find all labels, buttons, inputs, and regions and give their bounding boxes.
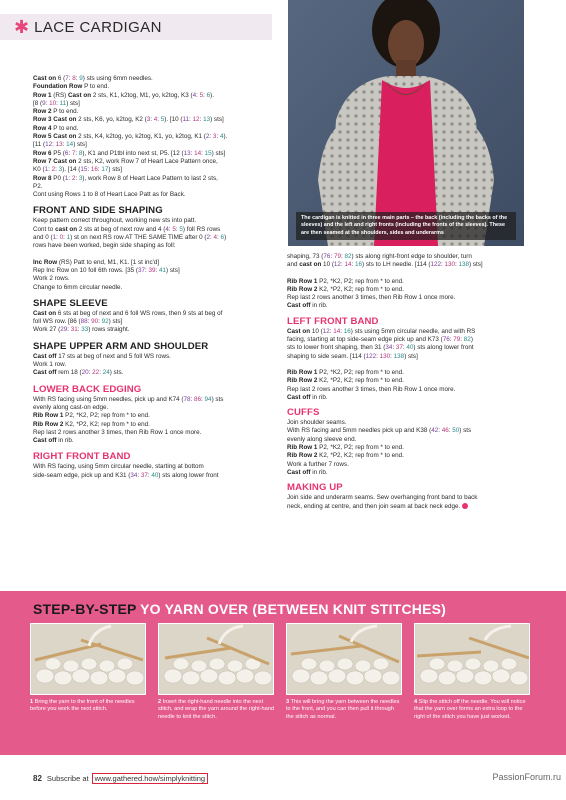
pattern-line: Cast off in rib. (287, 302, 328, 310)
knitting-needles-illustration (159, 624, 274, 695)
end-mark-icon (462, 503, 468, 509)
pattern-line: Rib Row 2 K2, *P2, K2; rep from * to end. (287, 285, 404, 293)
pattern-line: Row 7 Cast on 2 sts, K2, work Row 7 of Heart Lace Pattern once, (33, 157, 218, 165)
photo-caption: The cardigan is knitted in three main parts – the back (including the backs of the sleeves) and the left and right fronts (including the fronts of the sleeves). These are then seamed at the shoulders, sides and underarms (296, 212, 516, 240)
pattern-line: and cast on 10 (12: 14: 16) sts to LH needle. [114 (122: 130: 138) sts] (287, 261, 483, 269)
pattern-line: Work 27 (29: 31: 33) rows straight. (33, 326, 130, 334)
model-photo (288, 0, 524, 246)
pattern-line: Cont to cast on 2 sts at beg of next row and 4 (4: 5: 5) foll RS rows (33, 225, 221, 233)
pattern-line: rows have been worked, begin side shaping as foll: (33, 242, 176, 250)
pattern-line: Foundation Row P to end. (33, 83, 110, 91)
pattern-line: Cast off in rib. (287, 393, 328, 401)
pattern-line: Join shoulder seams. (287, 419, 347, 427)
pattern-line: Row 8 P0 (1: 2: 3), work Row 8 of Heart Lace Pattern to last 2 sts, (33, 174, 218, 182)
step-item (158, 623, 274, 721)
pattern-line: Rib Row 1 P2, *K2, P2; rep from * to end. (287, 368, 404, 376)
pattern-line: Change to 6mm circular needle. (33, 283, 123, 291)
step-photo (414, 623, 530, 695)
pattern-line: Join side and underarm seams. Sew overhanging front band to back (287, 494, 478, 502)
right-column (287, 253, 525, 511)
pattern-line: Rep last 2 rows another 3 times, then Rib Row 1 once more. (287, 294, 456, 302)
pattern-line: Rep last 2 rows another 3 times, then Rib Row 1 once more. (33, 428, 202, 436)
pattern-line: [8 (9: 10: 11) sts] (33, 99, 80, 107)
pattern-line: Row 1 (RS) Cast on 2 sts, K1, k2tog, M1, yo, k2tog, K3 (4: 5: 6). (33, 91, 214, 99)
step-item (30, 623, 146, 714)
pattern-line: Cast on 10 (12: 14: 16) sts using 5mm circular needle, and with RS (287, 327, 476, 335)
pattern-line: Cast off rem 18 (20: 22: 24) sts. (33, 369, 124, 377)
pattern-line: Rib Row 1 P2, *K2, P2; rep from * to end. (33, 412, 150, 420)
pattern-line: Work 1 row. (33, 361, 67, 369)
pattern-line: Rib Row 1 P2, *K2, P2; rep from * to end. (287, 277, 404, 285)
step-list (30, 623, 540, 751)
pattern-line: Cast off in rib. (33, 437, 74, 445)
section-heading: SHAPE UPPER ARM AND SHOULDER (33, 340, 209, 352)
pattern-line: foll WS row. [86 (88: 90: 92) sts] (33, 318, 123, 326)
pattern-line: Rib Row 2 K2, *P2, K2; rep from * to end. (287, 377, 404, 385)
pattern-line: [11 (12: 13: 14) sts] (33, 141, 87, 149)
step-text: 2 Insert the right-hand needle into the next stitch, and wrap the yarn around the right-hand needle to knit the stitch. (158, 699, 274, 720)
pattern-line: side-seam edge, pick up and K31 (34: 37: 40) sts along lower front (33, 471, 219, 479)
pattern-line: P2. (33, 182, 43, 190)
section-heading: LEFT FRONT BAND (287, 315, 379, 327)
pattern-line: shaping, 73 (76: 79: 82) sts along right-front edge to shoulder, turn (287, 253, 472, 260)
watermark: PassionForum.ru (492, 772, 561, 782)
knitting-needles-illustration (31, 624, 146, 695)
pattern-line: With RS facing using 5mm needles, pick up and K74 (78: 86: 94) sts (33, 395, 224, 403)
section-heading: FRONT AND SIDE SHAPING (33, 205, 163, 217)
pattern-line: Cont using Rows 1 to 8 of Heart Lace Patt as for Back. (33, 191, 186, 199)
section-heading: LOWER BACK EDGING (33, 383, 142, 395)
pattern-line: Cast on 6 sts at beg of next and 6 foll WS rows, then 9 sts at beg of (33, 309, 223, 317)
pattern-line: shaping to side seam. [114 (122: 130: 138) sts] (287, 352, 418, 360)
section-header (0, 14, 272, 40)
step-text: 3 This will bring the yarn between the needles to the front, and you can then pull it through the stitch as normal. (286, 699, 400, 720)
knitting-needles-illustration (415, 624, 530, 695)
pattern-line: Cast off in rib. (287, 468, 328, 476)
pattern-line: Work a further 7 rows. (287, 460, 349, 468)
page-number: 82 (33, 774, 42, 783)
step-photo (30, 623, 146, 695)
pattern-line: Row 6 P5 (6: 7: 8), K1 and P1tbl into next st, P5. [12 (13: 14: 15) sts] (33, 149, 226, 157)
pattern-line: Row 2 P to end. (33, 108, 79, 116)
subscribe-label: Subscribe at (46, 774, 89, 783)
pattern-line: facing, starting at top side-seam edge pick up and K73 (76: 79: 82) (287, 336, 473, 344)
step-by-step-title: STEP-BY-STEP YO YARN OVER (BETWEEN KNIT STITCHES) (33, 601, 447, 617)
step-item (286, 623, 402, 721)
pattern-line: Inc Row (RS) Patt to end, M1, K1. [1 st inc'd] (33, 258, 160, 266)
pattern-line: evenly along cast-on edge. (33, 403, 109, 411)
step-by-step-band (0, 591, 566, 755)
pattern-line: Cast on 6 (7: 8: 9) sts using 6mm needles. (33, 75, 153, 82)
pattern-line: Rep Inc Row on 10 foll 6th rows. [35 (37: 39: 41) sts] (33, 266, 180, 274)
pattern-line: evenly along sleeve end. (287, 435, 357, 443)
section-heading: CUFFS (287, 407, 320, 419)
pattern-line: Row 4 P to end. (33, 124, 79, 132)
step-text: 4 Slip the stitch off the needle. You will notice that the yarn over forms an extra loop to the right of the stitch you have just worked. (414, 699, 526, 720)
pattern-line: Row 3 Cast on 2 sts, K6, yo, k2tog, K2 (3: 4: 5). [10 (11: 12: 13) sts] (33, 116, 224, 124)
left-column (33, 75, 273, 480)
pattern-line: and 0 (1: 0: 1) st on next RS row AT THE SAME TIME after 0 (2: 4: 6) (33, 234, 227, 242)
pattern-line: Rib Row 1 P2, *K2, P2; rep from * to end. (287, 444, 404, 452)
page-title: LACE CARDIGAN (34, 18, 162, 36)
step-photo (286, 623, 402, 695)
section-heading: RIGHT FRONT BAND (33, 451, 131, 463)
step-item (414, 623, 530, 721)
knitting-needles-illustration (287, 624, 402, 695)
section-heading: SHAPE SLEEVE (33, 297, 108, 309)
pattern-line: Work 2 rows. (33, 275, 70, 283)
pattern-line: Cast off 17 sts at beg of next and 5 foll WS rows. (33, 352, 171, 360)
step-photo (158, 623, 274, 695)
subscribe-link[interactable]: www.gathered.how/simplyknitting (92, 773, 208, 784)
section-heading: MAKING UP (287, 482, 343, 494)
pattern-line: K0 (1: 2: 3). [14 (15: 16: 17) sts] (33, 166, 123, 174)
pattern-line: Rib Row 2 K2, *P2, K2; rep from * to end. (33, 420, 150, 428)
cardigan-photo-illustration (288, 0, 524, 246)
pattern-line: With RS facing, using 5mm circular needle, starting at bottom (33, 463, 204, 471)
pattern-line: Row 5 Cast on 2 sts, K4, k2tog, yo, k2tog, K1, yo, k2tog, K1 (2: 3: 4). (33, 133, 228, 141)
pattern-line: neck, ending at centre, and then join seam at back neck edge. (287, 503, 525, 511)
pattern-line: Rib Row 2 K2, *P2, K2; rep from * to end. (287, 452, 404, 460)
pattern-line: sts to lower front shaping, then 31 (34: 37: 40) sts along lower front (287, 344, 474, 352)
step-text: 1 Bring the yarn to the front of the needles before you work the next stitch. (30, 699, 135, 713)
asterisk-icon: ✱ (14, 17, 30, 37)
pattern-line: With RS facing and 5mm needles pick up and K38 (42: 46: 50) sts (287, 427, 472, 435)
pattern-line: Rep last 2 rows another 3 times, then Rib Row 1 once more. (287, 385, 456, 393)
page-footer (33, 773, 208, 784)
pattern-line: Keep pattern correct throughout, working new sts into patt. (33, 217, 197, 225)
